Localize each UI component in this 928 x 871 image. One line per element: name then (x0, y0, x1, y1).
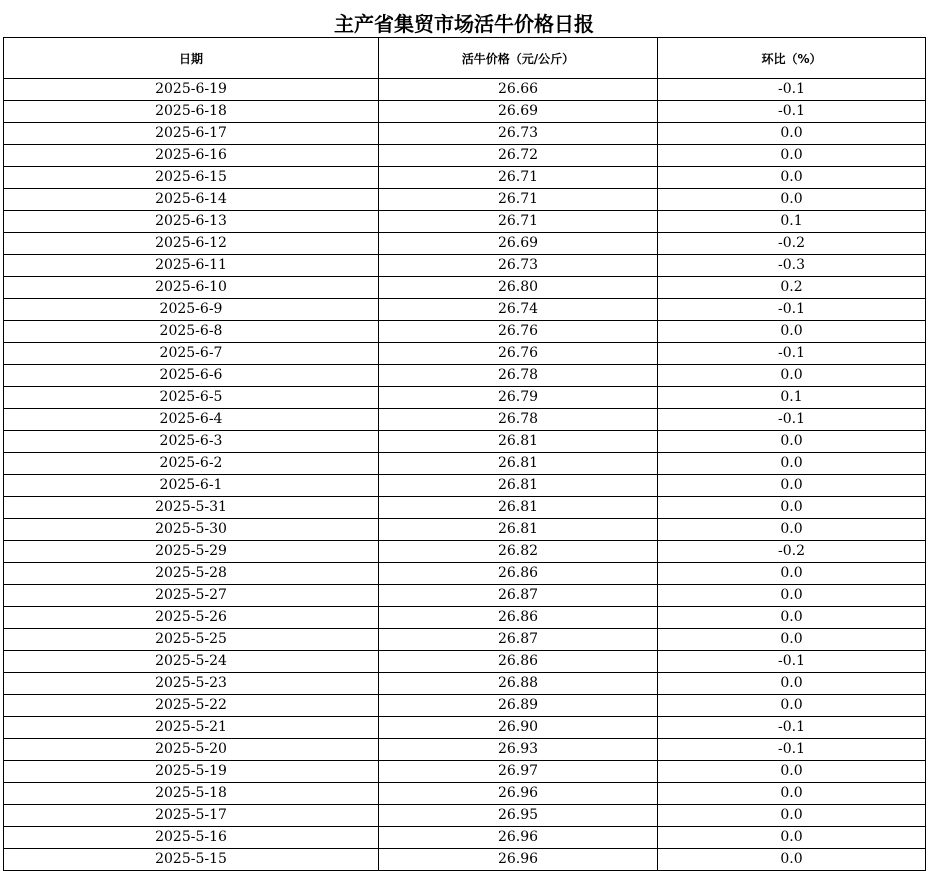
price-cell: 26.80 (379, 277, 658, 299)
table-row (4, 629, 926, 651)
change-cell: 0.0 (658, 761, 926, 783)
table-row (4, 145, 926, 167)
price-cell: 26.81 (379, 497, 658, 519)
date-cell: 2025-5-18 (4, 783, 379, 805)
date-cell: 2025-5-30 (4, 519, 379, 541)
price-cell: 26.88 (379, 673, 658, 695)
date-cell: 2025-5-22 (4, 695, 379, 717)
date-cell: 2025-6-4 (4, 409, 379, 431)
date-cell: 2025-5-25 (4, 629, 379, 651)
price-cell: 26.76 (379, 343, 658, 365)
date-cell: 2025-6-8 (4, 321, 379, 343)
table-row (4, 541, 926, 563)
price-cell: 26.69 (379, 101, 658, 123)
change-cell: -0.2 (658, 233, 926, 255)
price-cell: 26.73 (379, 255, 658, 277)
price-cell: 26.86 (379, 651, 658, 673)
change-cell: -0.1 (658, 343, 926, 365)
table-row (4, 695, 926, 717)
table-row (4, 233, 926, 255)
price-cell: 26.66 (379, 79, 658, 101)
change-cell: -0.1 (658, 79, 926, 101)
column-header-change: 环比（%） (658, 38, 926, 79)
date-cell: 2025-5-29 (4, 541, 379, 563)
price-cell: 26.74 (379, 299, 658, 321)
table-row (4, 519, 926, 541)
change-cell: 0.0 (658, 827, 926, 849)
change-cell: 0.0 (658, 805, 926, 827)
price-table (3, 37, 926, 871)
price-cell: 26.72 (379, 145, 658, 167)
date-cell: 2025-6-2 (4, 453, 379, 475)
date-cell: 2025-5-28 (4, 563, 379, 585)
date-cell: 2025-6-7 (4, 343, 379, 365)
date-cell: 2025-6-13 (4, 211, 379, 233)
change-cell: -0.1 (658, 409, 926, 431)
price-cell: 26.90 (379, 717, 658, 739)
date-cell: 2025-5-19 (4, 761, 379, 783)
change-cell: 0.1 (658, 211, 926, 233)
date-cell: 2025-5-17 (4, 805, 379, 827)
column-header-date: 日期 (4, 38, 379, 79)
table-row (4, 299, 926, 321)
change-cell: -0.3 (658, 255, 926, 277)
table-row (4, 387, 926, 409)
price-cell: 26.97 (379, 761, 658, 783)
change-cell: 0.0 (658, 365, 926, 387)
price-cell: 26.76 (379, 321, 658, 343)
table-row (4, 783, 926, 805)
table-row (4, 453, 926, 475)
date-cell: 2025-5-20 (4, 739, 379, 761)
table-row (4, 277, 926, 299)
date-cell: 2025-6-12 (4, 233, 379, 255)
table-row (4, 211, 926, 233)
price-cell: 26.79 (379, 387, 658, 409)
table-row (4, 365, 926, 387)
table-row (4, 255, 926, 277)
table-row (4, 101, 926, 123)
change-cell: 0.0 (658, 607, 926, 629)
date-cell: 2025-5-15 (4, 849, 379, 871)
price-cell: 26.71 (379, 189, 658, 211)
price-cell: 26.96 (379, 827, 658, 849)
change-cell: 0.1 (658, 387, 926, 409)
date-cell: 2025-6-6 (4, 365, 379, 387)
date-cell: 2025-6-9 (4, 299, 379, 321)
change-cell: 0.0 (658, 673, 926, 695)
date-cell: 2025-6-10 (4, 277, 379, 299)
date-cell: 2025-6-17 (4, 123, 379, 145)
table-row (4, 651, 926, 673)
table-row (4, 497, 926, 519)
table-row (4, 189, 926, 211)
price-cell: 26.86 (379, 607, 658, 629)
date-cell: 2025-6-5 (4, 387, 379, 409)
change-cell: 0.0 (658, 585, 926, 607)
table-row (4, 849, 926, 871)
page-title: 主产省集贸市场活牛价格日报 (334, 12, 594, 36)
price-cell: 26.71 (379, 211, 658, 233)
date-cell: 2025-5-24 (4, 651, 379, 673)
table-row (4, 321, 926, 343)
table-row (4, 409, 926, 431)
price-cell: 26.78 (379, 365, 658, 387)
change-cell: 0.0 (658, 497, 926, 519)
price-cell: 26.81 (379, 519, 658, 541)
price-cell: 26.82 (379, 541, 658, 563)
price-cell: 26.81 (379, 475, 658, 497)
price-cell: 26.73 (379, 123, 658, 145)
date-cell: 2025-6-15 (4, 167, 379, 189)
change-cell: 0.0 (658, 563, 926, 585)
date-cell: 2025-5-26 (4, 607, 379, 629)
price-cell: 26.81 (379, 431, 658, 453)
change-cell: -0.1 (658, 101, 926, 123)
change-cell: 0.0 (658, 849, 926, 871)
table-row (4, 123, 926, 145)
change-cell: 0.0 (658, 321, 926, 343)
change-cell: 0.0 (658, 167, 926, 189)
change-cell: 0.0 (658, 475, 926, 497)
date-cell: 2025-6-3 (4, 431, 379, 453)
date-cell: 2025-5-27 (4, 585, 379, 607)
price-cell: 26.93 (379, 739, 658, 761)
change-cell: 0.0 (658, 189, 926, 211)
change-cell: 0.0 (658, 629, 926, 651)
price-cell: 26.95 (379, 805, 658, 827)
table-row (4, 739, 926, 761)
change-cell: 0.0 (658, 783, 926, 805)
change-cell: -0.1 (658, 717, 926, 739)
column-header-price: 活牛价格（元/公斤） (379, 38, 658, 79)
table-row (4, 673, 926, 695)
table-row (4, 431, 926, 453)
change-cell: -0.1 (658, 299, 926, 321)
date-cell: 2025-6-18 (4, 101, 379, 123)
date-cell: 2025-5-16 (4, 827, 379, 849)
table-row (4, 563, 926, 585)
table-row (4, 79, 926, 101)
price-cell: 26.78 (379, 409, 658, 431)
table-header-row (4, 38, 926, 79)
table-row (4, 717, 926, 739)
price-cell: 26.96 (379, 783, 658, 805)
date-cell: 2025-5-23 (4, 673, 379, 695)
change-cell: -0.1 (658, 739, 926, 761)
table-row (4, 585, 926, 607)
price-cell: 26.86 (379, 563, 658, 585)
table-row (4, 805, 926, 827)
date-cell: 2025-6-16 (4, 145, 379, 167)
table-row (4, 167, 926, 189)
change-cell: -0.1 (658, 651, 926, 673)
table-row (4, 761, 926, 783)
table-row (4, 827, 926, 849)
price-cell: 26.71 (379, 167, 658, 189)
price-cell: 26.69 (379, 233, 658, 255)
change-cell: 0.0 (658, 519, 926, 541)
change-cell: 0.0 (658, 453, 926, 475)
date-cell: 2025-5-21 (4, 717, 379, 739)
table-body (4, 79, 926, 871)
table-row (4, 607, 926, 629)
price-cell: 26.89 (379, 695, 658, 717)
table-row (4, 343, 926, 365)
change-cell: -0.2 (658, 541, 926, 563)
table-row (4, 475, 926, 497)
change-cell: 0.0 (658, 695, 926, 717)
date-cell: 2025-5-31 (4, 497, 379, 519)
price-cell: 26.87 (379, 585, 658, 607)
change-cell: 0.0 (658, 145, 926, 167)
price-cell: 26.87 (379, 629, 658, 651)
date-cell: 2025-6-1 (4, 475, 379, 497)
change-cell: 0.0 (658, 431, 926, 453)
date-cell: 2025-6-19 (4, 79, 379, 101)
price-cell: 26.81 (379, 453, 658, 475)
price-cell: 26.96 (379, 849, 658, 871)
change-cell: 0.0 (658, 123, 926, 145)
date-cell: 2025-6-11 (4, 255, 379, 277)
date-cell: 2025-6-14 (4, 189, 379, 211)
change-cell: 0.2 (658, 277, 926, 299)
